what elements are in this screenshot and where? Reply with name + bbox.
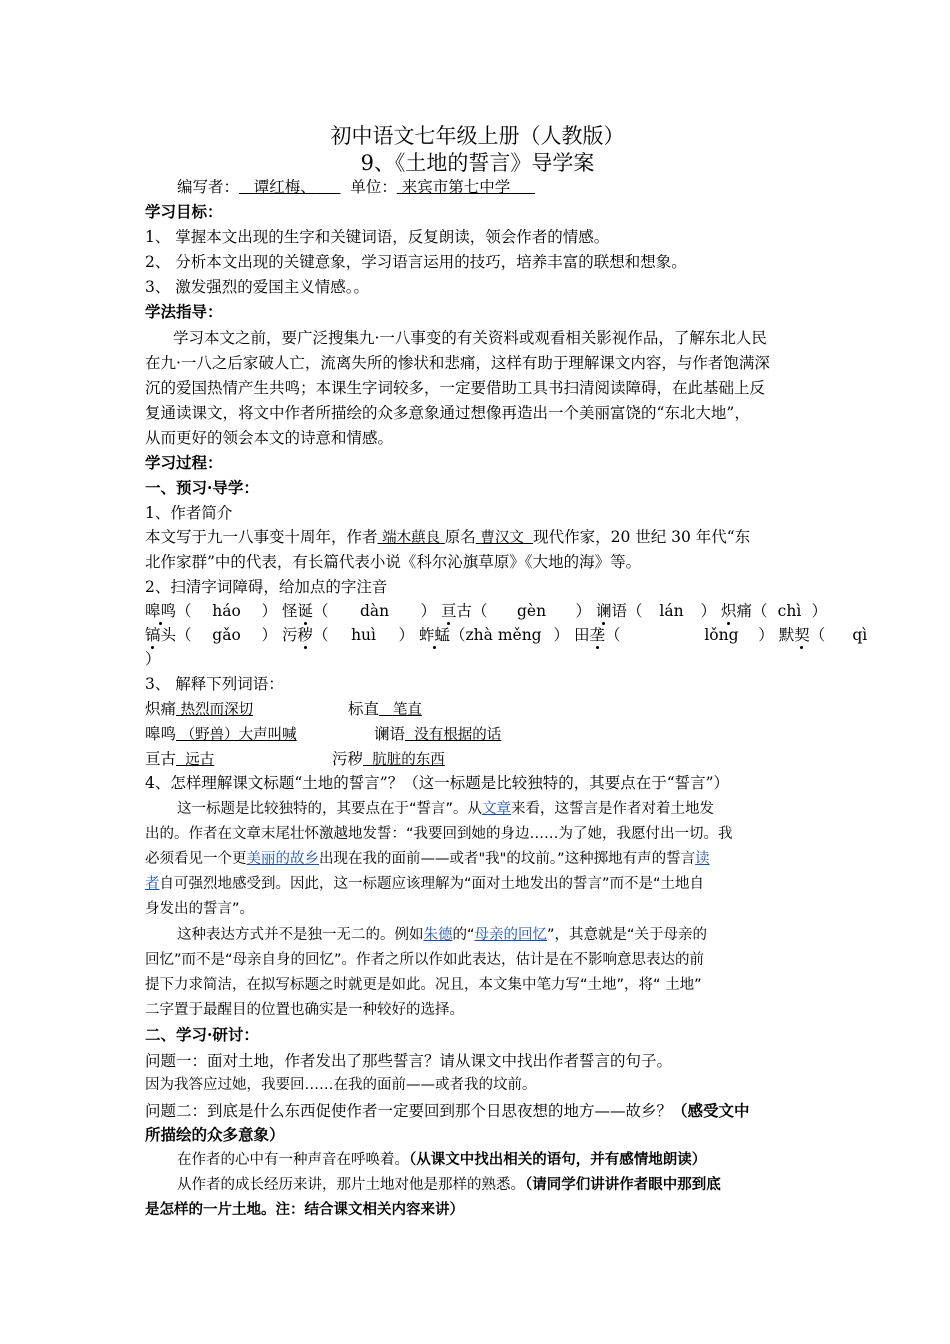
pinyin-item: 嗥鸣（ háo ） (145, 602, 278, 620)
word-row: 亘古 远古 污秽 肮脏的东西 (145, 747, 810, 772)
explain-line: 这一标题是比较独特的，其要点在于“誓言”。从文章来看，这誓言是作者对着土地发 (177, 801, 715, 817)
word-def: 没有根据的话 (414, 727, 502, 743)
method-line: 学习本文之前，要广泛搜集九·一八事变的有关资料或观看相关影视作品，了解东北人民 (173, 329, 767, 347)
answer-two: 在作者的心中有一种声音在呼唤着。（从课文中找出相关的语句，并有感情地朗读） (177, 1152, 707, 1168)
pinyin-item: 怪诞（ dàn ） (281, 602, 437, 620)
pinyin-item: 蚱蜢（zhà měng ） (418, 626, 570, 644)
explain-line: 必须看见一个更美丽的故乡出现在我的面前——或者"我"的坟前。”这种掷地有声的誓言读 (145, 851, 710, 867)
goals-heading: 学习目标： (145, 202, 223, 221)
pinyin-row-close: ） (145, 650, 161, 668)
link-zhude[interactable]: 朱德 (423, 927, 453, 943)
author-intro-line: 本文写于九一八事变十周年，作者 端木蕻良 原名 曹汉文 现代作家，20 世纪 30 年代“东 (145, 528, 751, 546)
word-def: 热烈而深切 (180, 702, 254, 718)
method-heading: 学法指导： (145, 302, 223, 321)
answer-one: 因为我答应过她，我要回……在我的面前——或者我的坟前。 (145, 1077, 537, 1093)
pinyin-item: 污秽（ huì ） (281, 626, 415, 644)
explain-line: 者自可强烈地感受到。因此，这一标题应该理解为“面对土地发出的誓言”而不是“土地自 (145, 876, 705, 892)
method-line: 在九·一八之后家破人亡，流离失所的惨状和悲痛，这样有助于理解课文内容，与作者饱满深 (145, 354, 770, 372)
doc-title: 初中语文七年级上册（人教版） (330, 124, 625, 148)
explain-line: 二字置于最醒目的位置也确实是一种较好的选择。 (145, 1002, 464, 1018)
author-intro-heading: 1、作者简介 (145, 504, 233, 522)
word-def: 远古 (185, 752, 215, 768)
explain-line: 回忆”而不是“母亲自身的回忆”。作者之所以作如此表达，估计是在不影响意思表达的前 (145, 952, 705, 968)
author-label: 编写者： (177, 178, 240, 196)
unit-name: 来宾市第七中学 (401, 178, 511, 196)
pinyin-row (145, 599, 827, 623)
link-beautiful-hometown[interactable]: 美丽的故乡 (246, 851, 319, 867)
explain-line: 这种表达方式并不是独一无二的。例如朱德的“母亲的回忆”，其意就是“关于母亲的 (177, 927, 708, 943)
word-def: 肮脏的东西 (372, 752, 445, 768)
link-mother-memory[interactable]: 母亲的回忆 (474, 927, 548, 943)
goal-item: 1、 掌握本文出现的生字和关键词语，反复朗读，领会作者的情感。 (145, 228, 610, 246)
author-name: 谭红梅、 (253, 178, 316, 196)
part1-heading: 一、预习·导学： (145, 478, 259, 497)
link-article[interactable]: 文章 (482, 801, 512, 817)
explain-line: 提下力求简洁，在拟写标题之时就更是如此。况且，本文集中笔力写“土地”，将“ 土地” (145, 977, 702, 993)
link-reader[interactable]: 者 (145, 876, 160, 892)
question-two-hint: 所描绘的众多意象） (145, 1125, 285, 1144)
unit-label: 单位： (350, 178, 397, 196)
word-def: 笔直 (392, 702, 422, 718)
question-two: 问题二：到底是什么东西促使作者一定要回到那个日思夜想的地方——故乡？（感受文中 (145, 1101, 750, 1120)
pinyin-row (145, 623, 868, 647)
pinyin-item: 镐头（ gǎo ） (145, 626, 278, 644)
pinyin-item: 默契（ qì (778, 626, 868, 644)
pinyin-item: 亘古（ gèn ） (440, 602, 592, 620)
title-question: 4、怎样理解课文标题“土地的誓言”？（这一标题是比较独特的，其要点在于“誓言”） (145, 774, 730, 792)
explain-line: 出的。作者在文章末尾壮怀激越地发誓：“我要回到她的身边……为了她，我愿付出一切。我 (145, 826, 733, 842)
pinyin-item: 田垄（ lǒng ） (573, 626, 774, 644)
author-intro-line: 北作家群”中的代表，有长篇代表小说《科尔沁旗草原》《大地的海》等。 (145, 553, 642, 571)
answer-two: 从作者的成长经历来讲，那片土地对他是那样的熟悉。（请同学们讲讲作者眼中那到底 (177, 1177, 721, 1193)
question-one: 问题一：面对土地，作者发出了那些誓言？请从课文中找出作者誓言的句子。 (145, 1052, 673, 1070)
word-row: 炽痛 热烈而深切 标直 笔直 (145, 697, 810, 722)
method-line: 从而更好的领会本文的诗意和情感。 (145, 429, 394, 447)
method-line: 沉的爱国热情产生共鸣；本课生字词较多，一定要借助工具书扫清阅读障碍，在此基础上反 (145, 379, 766, 397)
word-row: 嗥鸣 （野兽）大声叫喊 谰语 没有根据的话 (145, 722, 810, 747)
part2-heading: 二、学习·研讨： (145, 1025, 259, 1044)
pinyin-heading: 2、扫清字词障碍，给加点的字注音 (145, 578, 388, 596)
pinyin-item: 炽痛（ chì ） (720, 602, 827, 620)
goal-item: 3、 激发强烈的爱国主义情感。。 (145, 278, 370, 296)
method-line: 复通读课文，将文中作者所描绘的众多意象通过想像再造出一个美丽富饶的“东北大地”， (145, 404, 750, 422)
words-heading: 3、 解释下列词语： (145, 675, 284, 693)
answer-two-hint: 是怎样的一片土地。注：结合课文相关内容来讲） (145, 1202, 464, 1218)
pen-name: 端木蕻良 (382, 530, 441, 546)
lesson-title: 9、《土地的誓言》导学案 (360, 151, 595, 175)
link-reader[interactable]: 读 (695, 851, 710, 867)
goal-item: 2、 分析本文出现的关键意象，学习语言运用的技巧，培养丰富的联想和想象。 (145, 253, 687, 271)
author-line (145, 175, 842, 199)
pinyin-item: 谰语（ lán ） (595, 602, 717, 620)
word-def: （野兽）大声叫喊 (180, 727, 297, 743)
real-name: 曹汉文 (480, 530, 524, 546)
explain-line: 身发出的誓言”。 (145, 901, 255, 917)
process-heading: 学习过程： (145, 453, 223, 472)
